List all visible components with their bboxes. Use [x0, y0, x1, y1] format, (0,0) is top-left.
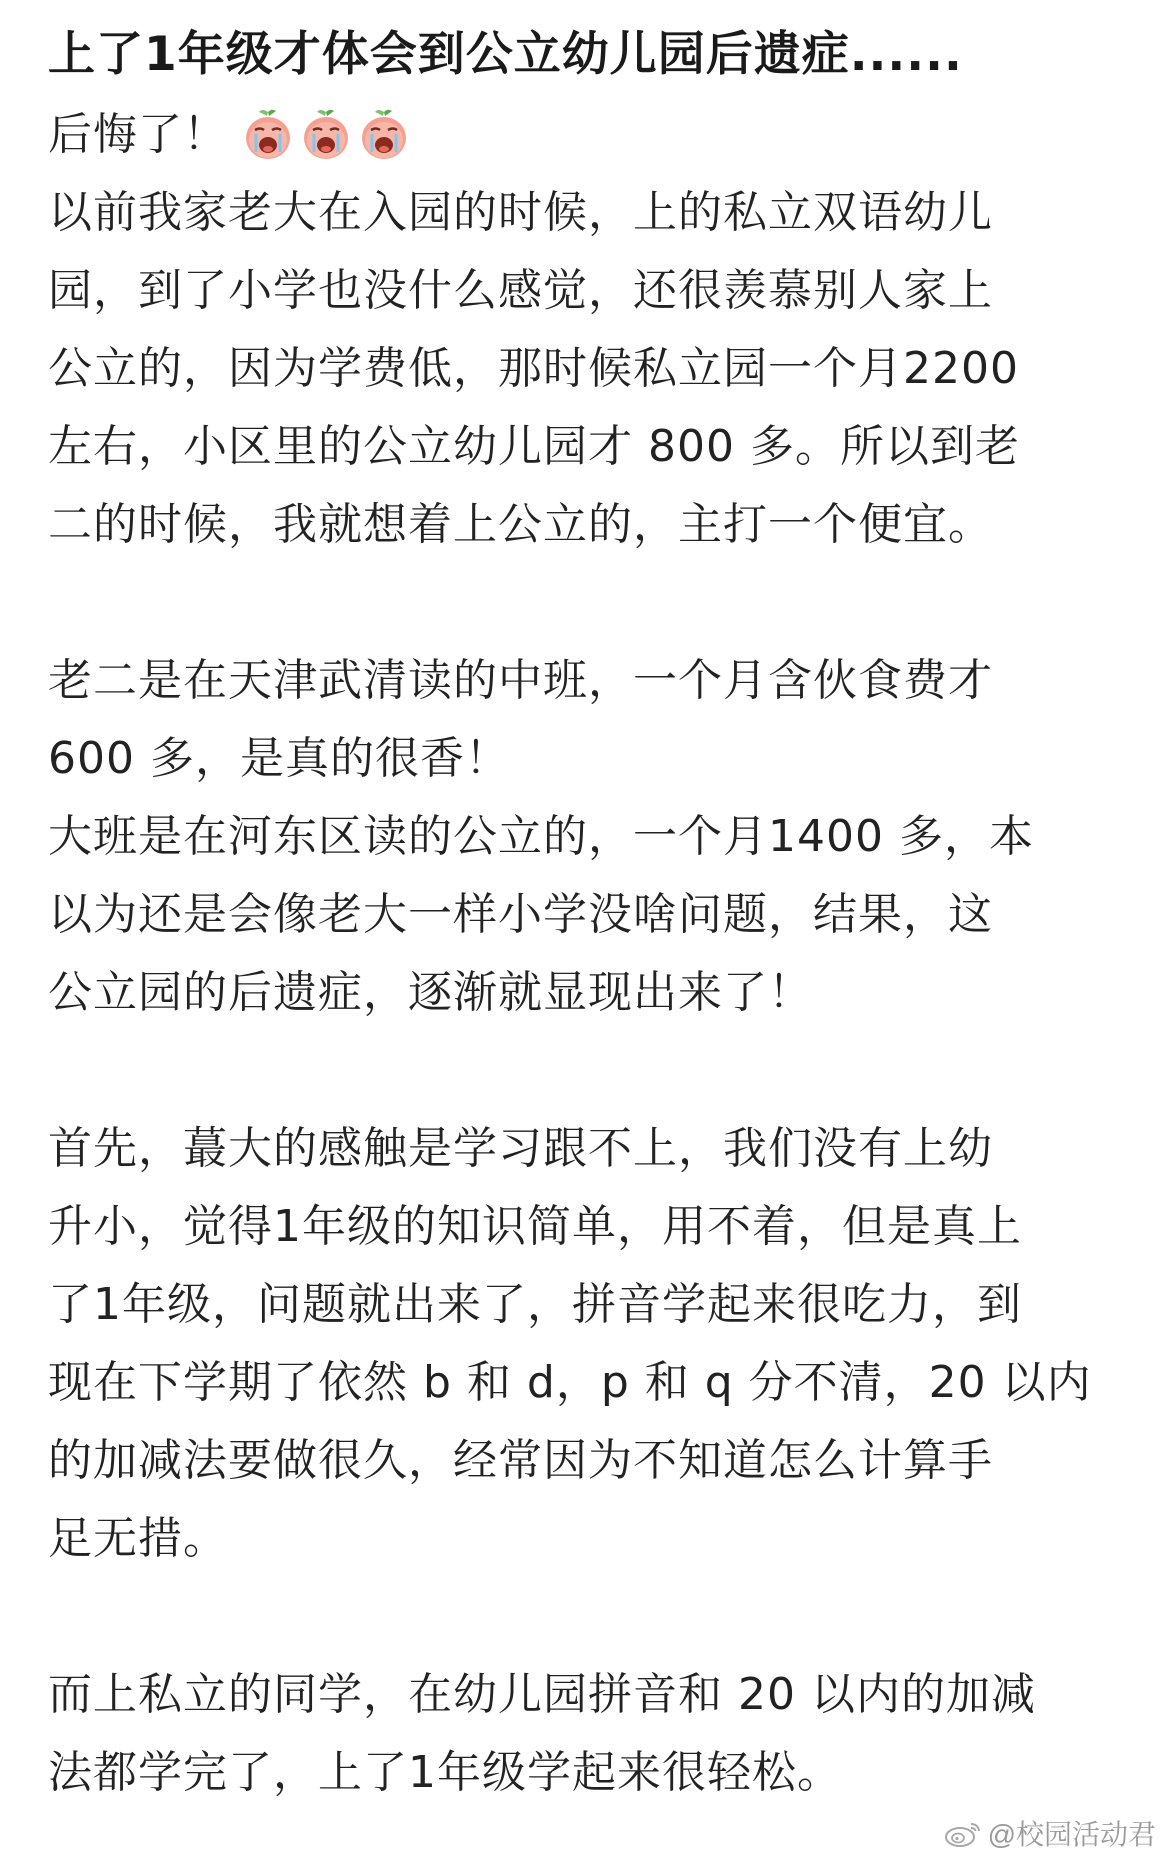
body-line: 老二是在天津武清读的中班，一个月含伙食费才: [48, 655, 993, 706]
crying-emoji-icon: [358, 108, 410, 162]
body-line: 公立园的后遗症，逐渐就显现出来了！: [48, 967, 813, 1018]
body-line: 的加减法要做很久，经常因为不知道怎么计算手: [48, 1435, 993, 1486]
paragraph-gap: [48, 564, 1128, 642]
body-line: 二的时候，我就想着上公立的，主打一个便宜。: [48, 499, 993, 550]
post-content: [48, 22, 1128, 1812]
body-line: 以前我家老大在入园的时候，上的私立双语幼儿: [48, 187, 993, 238]
regret-text: 后悔了！: [48, 109, 228, 160]
body-line: 600 多，是真的很香！: [48, 733, 510, 784]
weibo-logo-icon: [944, 1818, 982, 1848]
body-line: 公立的，因为学费低，那时候私立园一个月2200: [48, 343, 1019, 394]
body-line: 足无措。: [48, 1513, 228, 1564]
emoji-row: [242, 108, 410, 162]
regret-line: [48, 96, 1128, 174]
body-line: 园，到了小学也没什么感觉，还很羡慕别人家上: [48, 265, 993, 316]
body-line: 大班是在河东区读的公立的，一个月1400 多，本: [48, 811, 1034, 862]
body-line: 首先，蕞大的感触是学习跟不上，我们没有上幼: [48, 1123, 993, 1174]
body-line: 法都学完了，上了1年级学起来很轻松。: [48, 1747, 842, 1798]
watermark: [944, 1813, 1156, 1853]
body-line: 左右，小区里的公立幼儿园才 800 多。所以到老: [48, 421, 1020, 472]
watermark-text: @校园活动君: [987, 1819, 1156, 1850]
crying-emoji-icon: [300, 108, 352, 162]
crying-emoji-icon: [242, 108, 294, 162]
body-line: 升小，觉得1年级的知识简单，用不着，但是真上: [48, 1201, 1022, 1252]
post-title: 上了1年级才体会到公立幼儿园后遗症......: [48, 27, 963, 82]
body-line: 以为还是会像老大一样小学没啥问题，结果，这: [48, 889, 993, 940]
paragraph-gap: [48, 1578, 1128, 1656]
body-line: 现在下学期了依然 b 和 d，p 和 q 分不清，20 以内: [48, 1357, 1092, 1408]
body-line: 而上私立的同学，在幼儿园拼音和 20 以内的加减: [48, 1669, 1036, 1720]
body-line: 了1年级，问题就出来了，拼音学起来很吃力，到: [48, 1279, 1022, 1330]
paragraph-gap: [48, 1032, 1128, 1110]
